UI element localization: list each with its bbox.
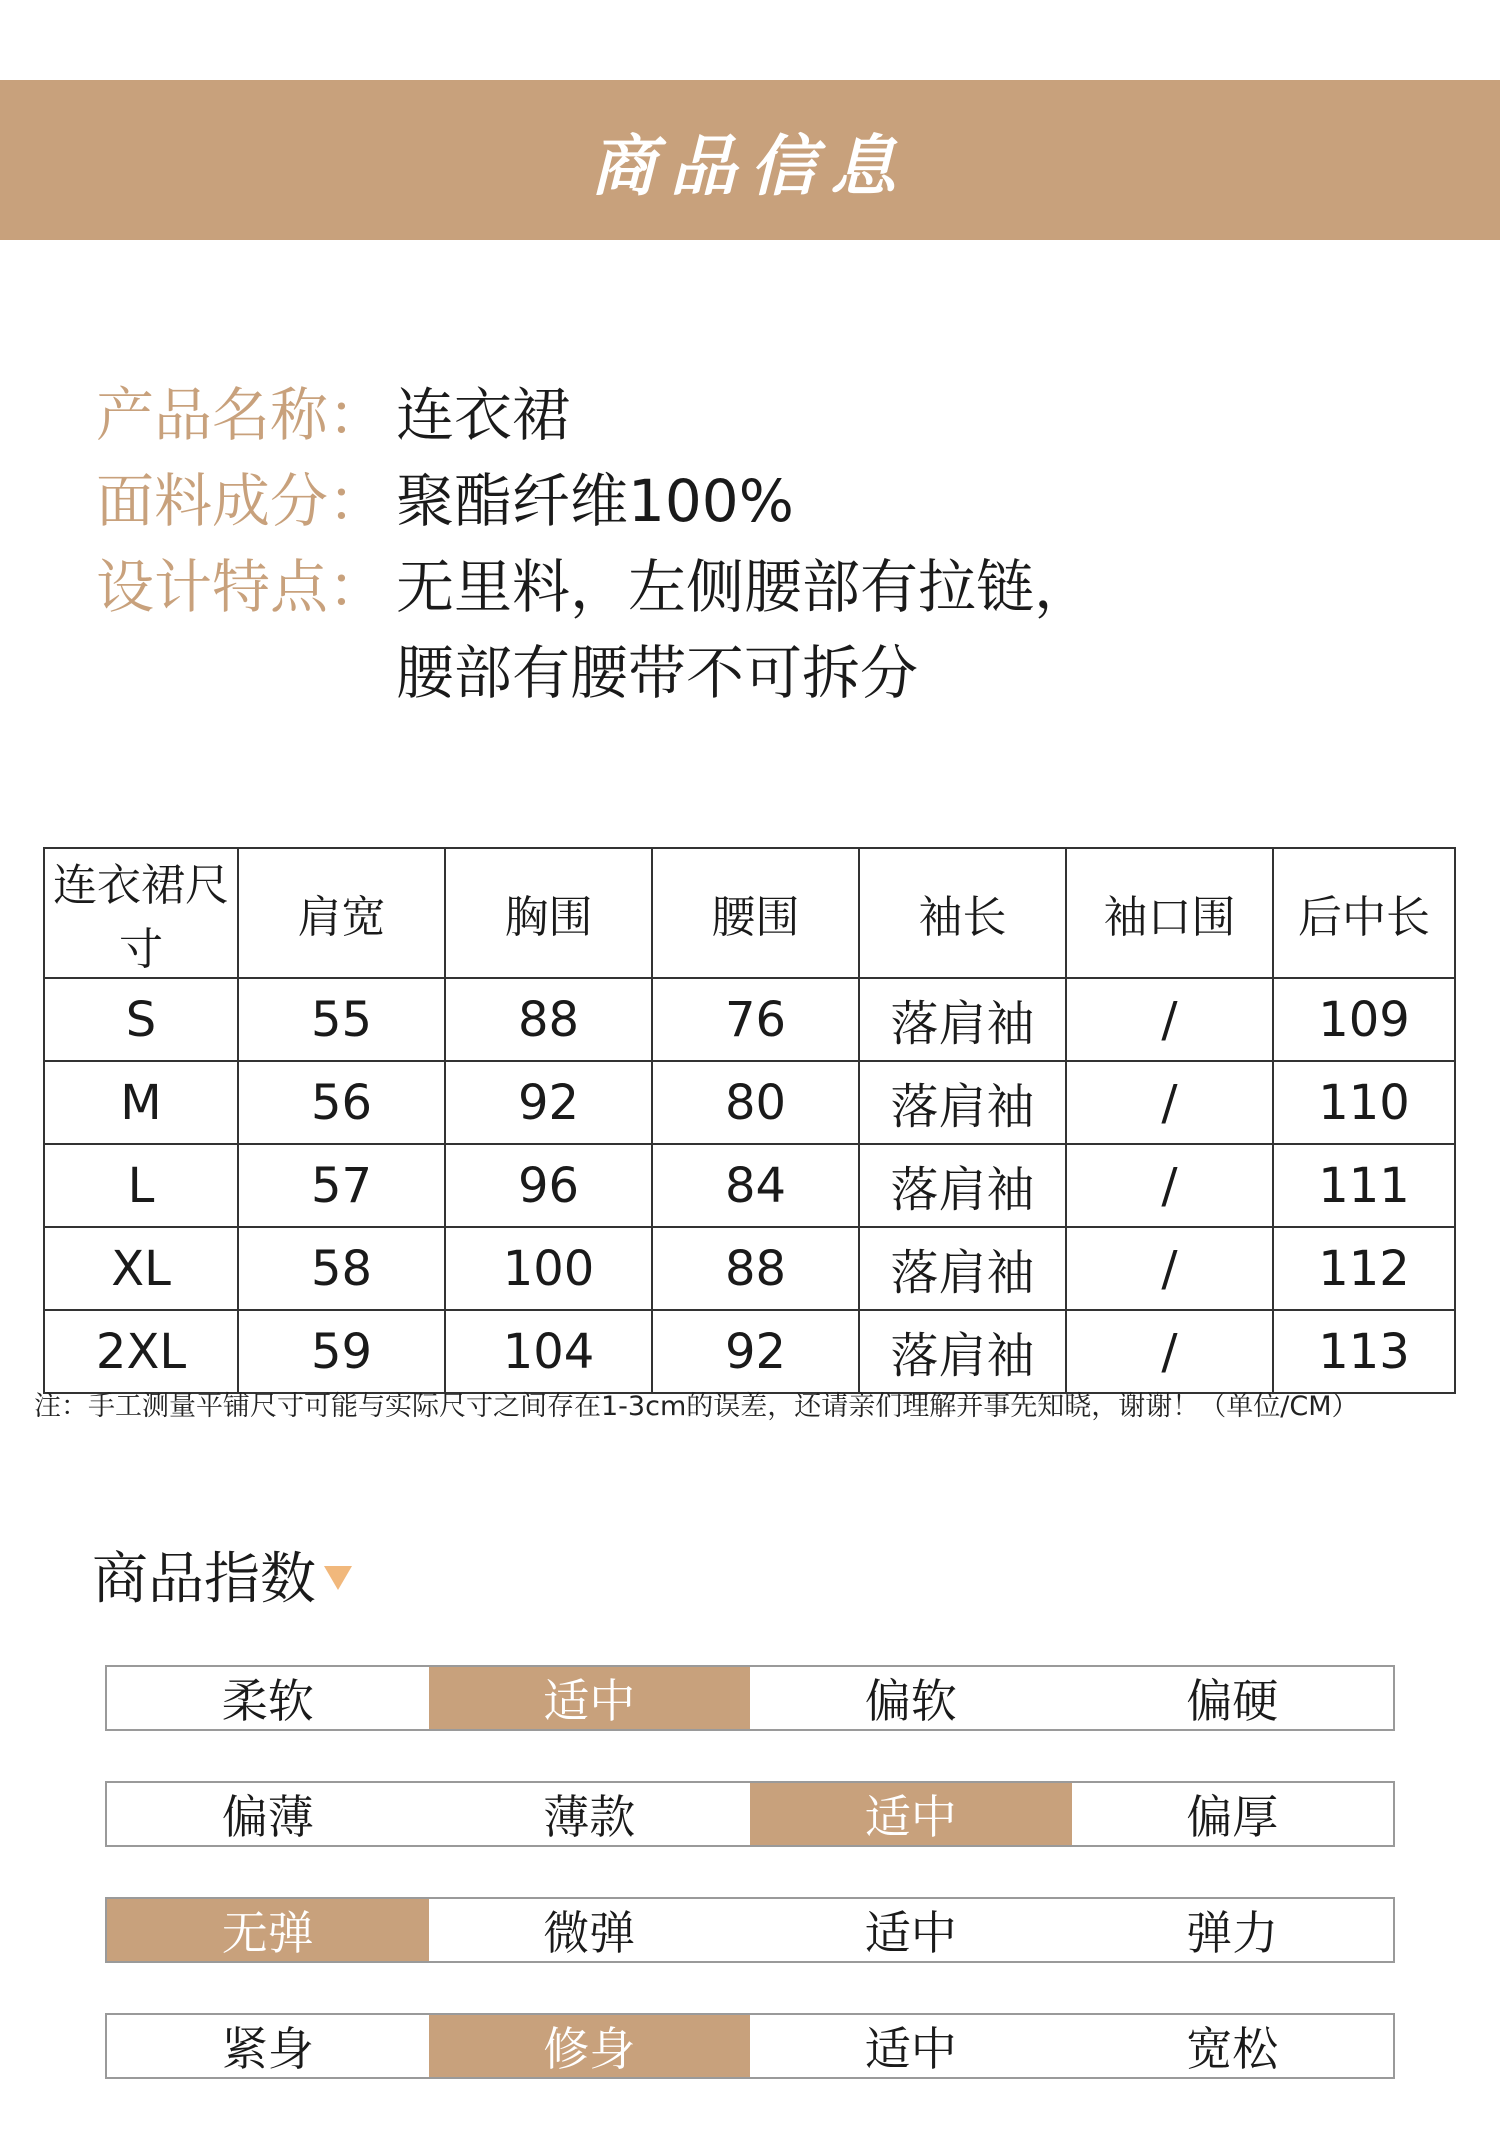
info-value: 聚酯纤维100% bbox=[396, 467, 794, 535]
table-cell: 落肩袖 bbox=[859, 978, 1066, 1061]
info-row-name bbox=[96, 372, 1092, 458]
table-cell: 96 bbox=[445, 1144, 652, 1227]
product-info bbox=[96, 372, 1092, 716]
table-cell: 55 bbox=[238, 978, 445, 1061]
index-option: 紧身 bbox=[221, 2022, 314, 2076]
index-option: 适中 bbox=[864, 2022, 957, 2076]
header-cell: 腰围 bbox=[652, 848, 859, 978]
table-cell: 111 bbox=[1273, 1144, 1455, 1227]
index-option: 偏薄 bbox=[221, 1790, 314, 1844]
info-row-design bbox=[96, 544, 1092, 630]
header-cell: 胸围 bbox=[445, 848, 652, 978]
table-cell: 落肩袖 bbox=[859, 1227, 1066, 1310]
table-cell: 落肩袖 bbox=[859, 1061, 1066, 1144]
table-row bbox=[44, 978, 1455, 1061]
table-row bbox=[44, 1227, 1455, 1310]
index-option: 柔软 bbox=[221, 1674, 314, 1728]
index-option: 无弹 bbox=[107, 1899, 429, 1961]
table-cell: 2XL bbox=[44, 1310, 238, 1393]
index-bar-thickness bbox=[105, 1781, 1395, 1847]
measurement-note: 注：手工测量平铺尺寸可能与实际尺寸之间存在1-3cm的误差，还请亲们理解并事先知晓，谢谢！（单位/CM） bbox=[34, 1391, 1359, 1422]
index-option: 偏软 bbox=[864, 1674, 957, 1728]
header-cell: 袖口围 bbox=[1066, 848, 1273, 978]
table-cell: / bbox=[1066, 1310, 1273, 1393]
table-cell: 57 bbox=[238, 1144, 445, 1227]
table-cell: 112 bbox=[1273, 1227, 1455, 1310]
size-table bbox=[43, 847, 1456, 1394]
info-label: 面料成分： bbox=[96, 467, 387, 535]
table-cell: / bbox=[1066, 1227, 1273, 1310]
index-option: 宽松 bbox=[1186, 2022, 1279, 2076]
info-label: 设计特点： bbox=[96, 553, 387, 621]
info-label: 产品名称： bbox=[96, 381, 387, 449]
index-option: 适中 bbox=[429, 1667, 751, 1729]
index-title-text: 商品指数 bbox=[92, 1547, 316, 1612]
index-option: 偏厚 bbox=[1186, 1790, 1279, 1844]
index-option: 适中 bbox=[750, 1783, 1072, 1845]
table-cell: 88 bbox=[445, 978, 652, 1061]
table-cell: 92 bbox=[445, 1061, 652, 1144]
table-row bbox=[44, 1144, 1455, 1227]
table-cell: S bbox=[44, 978, 238, 1061]
table-cell: / bbox=[1066, 1061, 1273, 1144]
index-option: 修身 bbox=[429, 2015, 751, 2077]
index-option: 薄款 bbox=[543, 1790, 636, 1844]
table-cell: 88 bbox=[652, 1227, 859, 1310]
table-cell: M bbox=[44, 1061, 238, 1144]
table-cell: 56 bbox=[238, 1061, 445, 1144]
index-option: 弹力 bbox=[1186, 1906, 1279, 1960]
size-table-header bbox=[44, 848, 1455, 978]
table-cell: 76 bbox=[652, 978, 859, 1061]
index-bar-softness bbox=[105, 1665, 1395, 1731]
index-section-title bbox=[92, 1535, 352, 1615]
header-banner bbox=[0, 80, 1500, 240]
info-row-fabric bbox=[96, 458, 1092, 544]
table-cell: 58 bbox=[238, 1227, 445, 1310]
table-cell: XL bbox=[44, 1227, 238, 1310]
table-cell: 100 bbox=[445, 1227, 652, 1310]
info-design-continuation: 腰部有腰带不可拆分 bbox=[396, 639, 919, 707]
index-option: 偏硬 bbox=[1186, 1674, 1279, 1728]
table-cell: 92 bbox=[652, 1310, 859, 1393]
info-value: 无里料，左侧腰部有拉链， bbox=[396, 553, 1093, 621]
header-cell: 袖长 bbox=[859, 848, 1066, 978]
table-cell: 104 bbox=[445, 1310, 652, 1393]
table-cell: 110 bbox=[1273, 1061, 1455, 1144]
table-row bbox=[44, 1061, 1455, 1144]
table-cell: / bbox=[1066, 1144, 1273, 1227]
table-cell: L bbox=[44, 1144, 238, 1227]
banner-title: 商品信息 bbox=[590, 127, 910, 205]
table-cell: / bbox=[1066, 978, 1273, 1061]
index-bar-fit bbox=[105, 2013, 1395, 2079]
table-cell: 落肩袖 bbox=[859, 1310, 1066, 1393]
table-cell: 84 bbox=[652, 1144, 859, 1227]
index-bar-elasticity bbox=[105, 1897, 1395, 1963]
table-row bbox=[44, 1310, 1455, 1393]
table-cell: 80 bbox=[652, 1061, 859, 1144]
table-cell: 59 bbox=[238, 1310, 445, 1393]
header-cell: 连衣裙尺寸 bbox=[44, 848, 238, 978]
header-cell: 肩宽 bbox=[238, 848, 445, 978]
header-cell: 后中长 bbox=[1273, 848, 1455, 978]
table-cell: 113 bbox=[1273, 1310, 1455, 1393]
table-cell: 109 bbox=[1273, 978, 1455, 1061]
index-option: 微弹 bbox=[543, 1906, 636, 1960]
triangle-down-icon bbox=[324, 1566, 352, 1590]
table-cell: 落肩袖 bbox=[859, 1144, 1066, 1227]
info-value: 连衣裙 bbox=[396, 381, 571, 449]
index-option: 适中 bbox=[864, 1906, 957, 1960]
